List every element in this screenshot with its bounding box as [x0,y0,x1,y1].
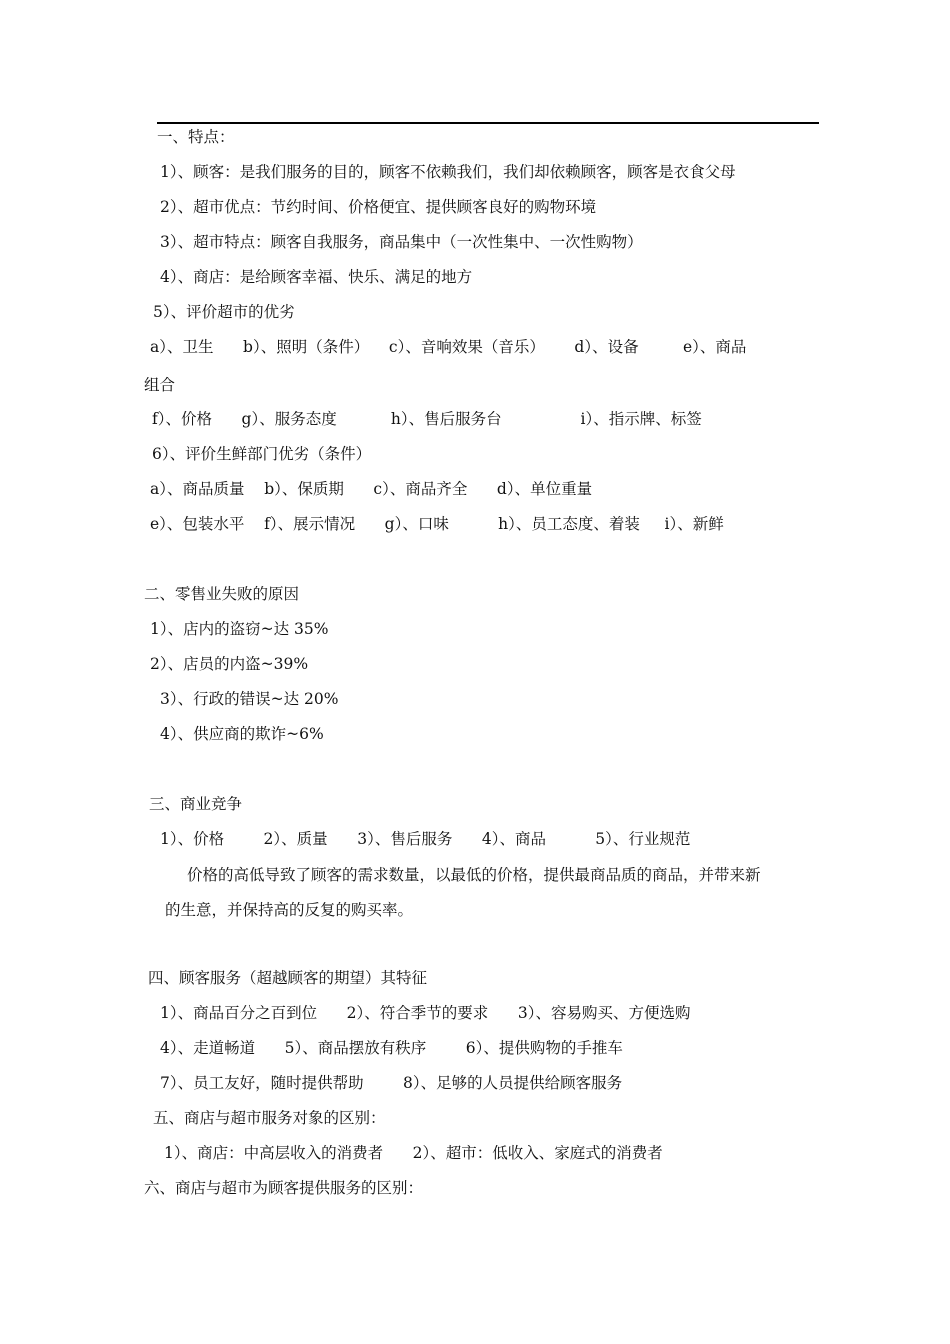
list-item: 1）、商店：中高层收入的消费者 2）、超市：低收入、家庭式的消费者 [164,1144,663,1162]
sub-list-line: a）、商品质量 b）、保质期 c）、商品齐全 d）、单位重量 [150,480,593,498]
section-heading-service-targets: 五、商店与超市服务对象的区别： [153,1109,386,1127]
sub-list-line: f）、价格 g）、服务态度 h）、售后服务台 i）、指示牌、标签 [152,410,702,428]
section-heading-features: 一、特点： [157,128,235,146]
section-heading-retail-failure: 二、零售业失败的原因 [144,585,300,603]
list-item: 7）、员工友好，随时提供帮助 8）、足够的人员提供给顾客服务 [160,1074,623,1092]
sub-list-line: e）、包装水平 f）、展示情况 g）、口味 h）、员工态度、着装 i）、新鲜 [150,515,724,533]
sub-list-line: 组合 [144,376,176,394]
section-heading-customer-service: 四、顾客服务（超越顾客的期望）其特征 [148,969,428,987]
sub-list-line: a）、卫生 b）、照明（条件） c）、音响效果（音乐） d）、设备 e）、商品 [150,338,747,356]
list-item: 6）、评价生鲜部门优劣（条件） [152,445,372,463]
list-item: 4）、供应商的欺诈~6% [160,725,324,743]
list-item: 1）、店内的盗窃~达 35% [150,620,329,638]
header-rule [157,122,819,124]
section-heading-service-differences: 六、商店与超市为顾客提供服务的区别： [144,1179,424,1197]
list-item: 3）、行政的错误~达 20% [160,690,339,708]
paragraph-line: 价格的高低导致了顾客的需求数量，以最低的价格，提供最商品质的商品，并带来新 [187,866,761,884]
list-item: 3）、超市特点：顾客自我服务，商品集中（一次性集中、一次性购物） [160,233,643,251]
section-heading-competition: 三、商业竞争 [149,795,243,813]
list-item: 1）、顾客：是我们服务的目的，顾客不依赖我们，我们却依赖顾客，顾客是衣食父母 [160,163,736,181]
list-item: 1）、商品百分之百到位 2）、符合季节的要求 3）、容易购买、方便选购 [160,1004,691,1022]
list-item: 2）、超市优点：节约时间、价格便宜、提供顾客良好的购物环境 [160,198,597,216]
list-item: 2）、店员的内盗~39% [150,655,309,673]
list-item: 1）、价格 2）、质量 3）、售后服务 4）、商品 5）、行业规范 [160,830,691,848]
list-item: 4）、商店：是给顾客幸福、快乐、满足的地方 [160,268,473,286]
list-item: 5）、评价超市的优劣 [153,303,295,321]
list-item: 4）、走道畅道 5）、商品摆放有秩序 6）、提供购物的手推车 [160,1039,623,1057]
paragraph-line: 的生意，并保持高的反复的购买率。 [165,901,414,919]
